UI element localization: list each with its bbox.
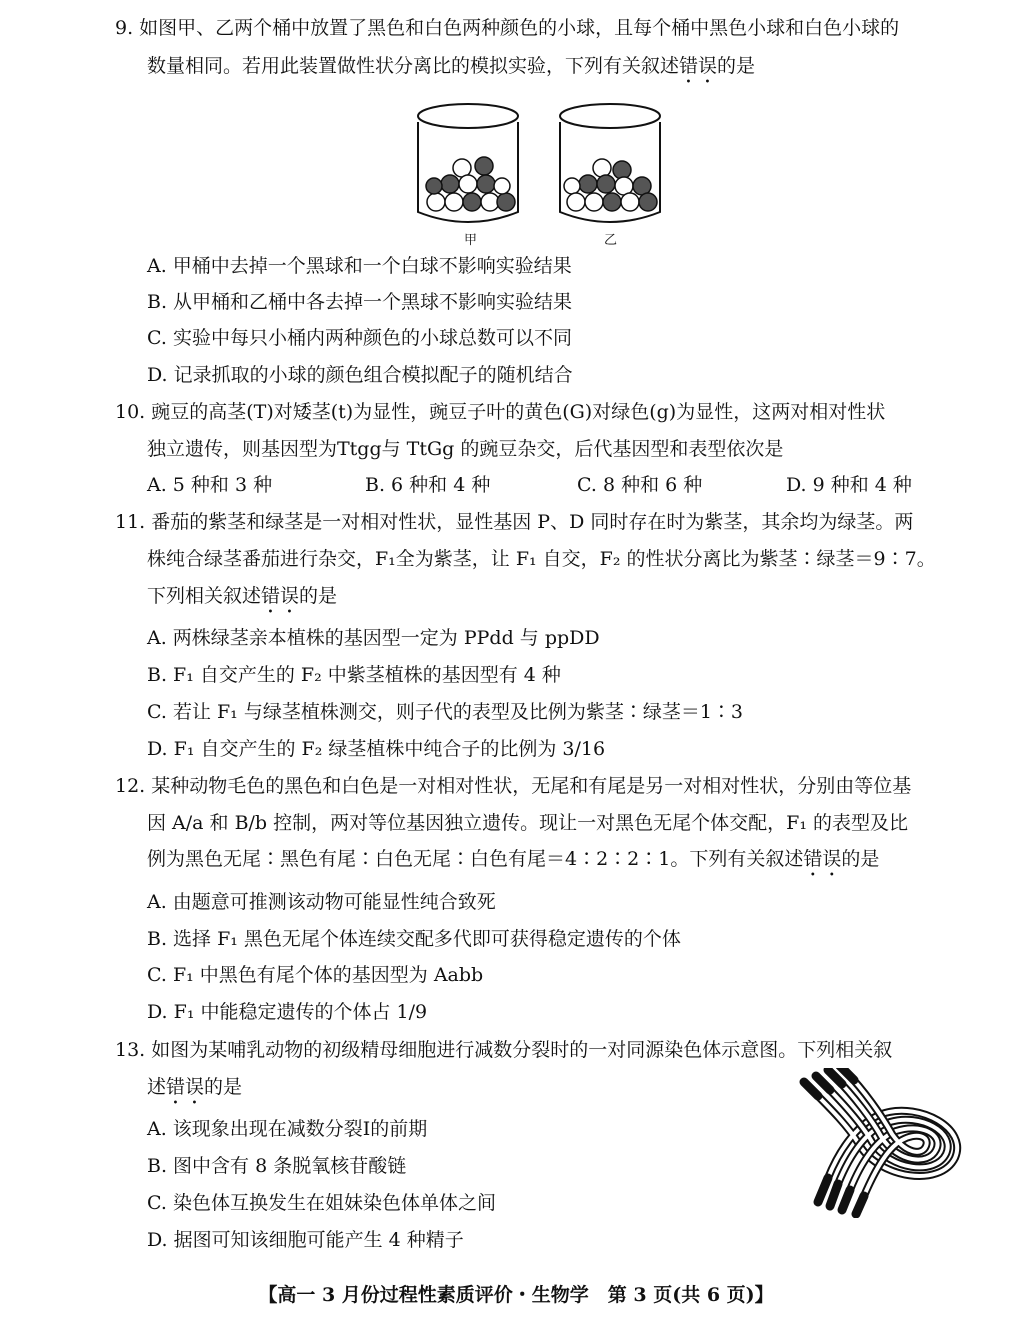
label-jia: 甲 [464,233,478,248]
q11-option-a: A. 两株绿茎亲本植株的基因型一定为 PPdd 与 ppDD [147,627,600,649]
emphasis-wrong: 错误 [803,848,842,870]
q13-option-c: C. 染色体互换发生在姐妹染色体单体之间 [147,1192,496,1214]
q9-stem-line1: 9. 如图甲、乙两个桶中放置了黑色和白色两种颜色的小球，且每个桶中黑色小球和白色小球的 [115,17,900,39]
emphasis-wrong: 错误 [166,1076,205,1098]
q10-option-a: A. 5 种和 3 种 [147,474,273,496]
q10-stem-line2: 独立遗传，则基因型为Ttgg与 TtGg 的豌豆杂交，后代基因型和表型依次是 [147,438,784,460]
balls-jia [426,157,515,211]
homologous-chromosome-figure [790,1068,970,1218]
q11-stem-line1: 11. 番茄的紫茎和绿茎是一对相对性状，显性基因 P、D 同时存在时为紫茎，其余均为绿茎。两 [115,511,914,533]
q9-option-b: B. 从甲桶和乙桶中各去掉一个黑球不影响实验结果 [147,291,573,313]
q11-option-b: B. F₁ 自交产生的 F₂ 中紫茎植株的基因型有 4 种 [147,664,561,686]
bucket-yi [560,104,660,248]
q10-stem-line1: 10. 豌豆的高茎(T)对矮茎(t)为显性，豌豆子叶的黄色(G)对绿色(g)为显性，这两对相对性状 [115,401,886,423]
q12-option-a: A. 由题意可推测该动物可能显性纯合致死 [147,891,496,913]
q10-option-c: C. 8 种和 6 种 [577,474,703,496]
q11-option-c: C. 若让 F₁ 与绿茎植株测交，则子代的表型及比例为紫茎∶绿茎＝1∶3 [147,701,743,723]
q10-option-b: B. 6 种和 4 种 [365,474,491,496]
page-footer: 【高一 3 月份过程性素质评价・生物学 第 3 页(共 6 页)】 [258,1284,774,1306]
q11-stem-line2: 株纯合绿茎番茄进行杂交，F₁全为紫茎，让 F₁ 自交，F₂ 的性状分离比为紫茎∶绿茎＝9∶7。 [147,548,936,570]
balls-yi [564,159,657,211]
emphasis-wrong: 错误 [679,55,718,77]
q12-option-d: D. F₁ 中能稳定遗传的个体占 1/9 [147,1001,428,1023]
q13-option-b: B. 图中含有 8 条脱氧核苷酸链 [147,1155,407,1177]
q12-stem-line3: 例为黑色无尾∶黑色有尾∶白色无尾∶白色有尾＝4∶2∶2∶1。下列有关叙述错误的是 [147,848,880,870]
q12-option-c: C. F₁ 中黑色有尾个体的基因型为 Aabb [147,964,484,986]
q13-option-d: D. 据图可知该细胞可能产生 4 种精子 [147,1229,464,1251]
q12-stem-line2: 因 A/a 和 B/b 控制，两对等位基因独立遗传。现让一对黑色无尾个体交配，F₁ 的表型及比 [147,812,908,834]
q9-option-a: A. 甲桶中去掉一个黑球和一个白球不影响实验结果 [147,255,572,277]
q11-stem-line3: 下列相关叙述错误的是 [147,585,338,607]
q10-option-d: D. 9 种和 4 种 [786,474,912,496]
emphasis-wrong: 错误 [261,585,300,607]
bucket-figure [412,92,672,252]
q9-stem-line2: 数量相同。若用此装置做性状分离比的模拟实验，下列有关叙述错误的是 [147,55,756,77]
q13-option-a: A. 该现象出现在减数分裂Ⅰ的前期 [147,1118,428,1140]
q9-option-d: D. 记录抓取的小球的颜色组合模拟配子的随机结合 [147,364,573,386]
q12-stem-line1: 12. 某种动物毛色的黑色和白色是一对相对性状，无尾和有尾是另一对相对性状，分别由等位基 [115,775,912,797]
q12-option-b: B. 选择 F₁ 黑色无尾个体连续交配多代即可获得稳定遗传的个体 [147,928,681,950]
q9-option-c: C. 实验中每只小桶内两种颜色的小球总数可以不同 [147,327,572,349]
q13-stem-line2: 述错误的是 [147,1076,243,1098]
q13-stem-line1: 13. 如图为某哺乳动物的初级精母细胞进行减数分裂时的一对同源染色体示意图。下列相关叙 [115,1039,893,1061]
bucket-jia [418,104,518,248]
q11-option-d: D. F₁ 自交产生的 F₂ 绿茎植株中纯合子的比例为 3/16 [147,738,606,760]
label-yi: 乙 [604,233,618,248]
